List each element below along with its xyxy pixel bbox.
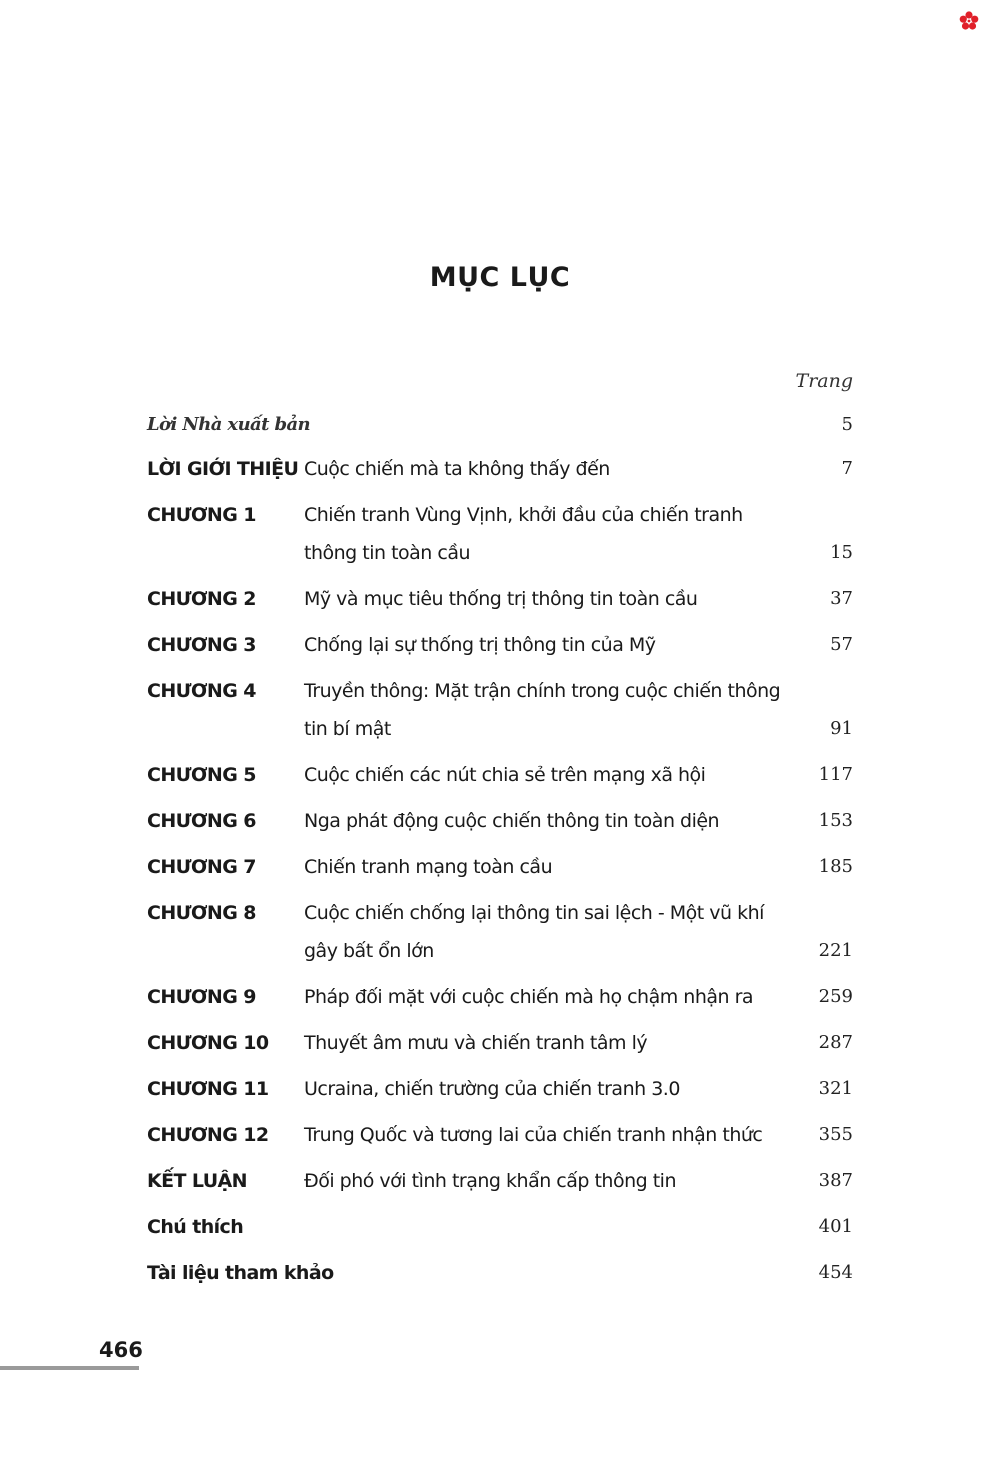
toc-row[interactable] <box>147 1070 853 1108</box>
page-title: MỤC LỤC <box>429 262 571 293</box>
toc-chapter-label: CHƯƠNG 7 <box>147 856 256 878</box>
toc-chapter-title: Chiến tranh Vùng Vịnh, khởi đầu của chiến tranh thông tin toàn cầu <box>304 504 743 564</box>
toc-page: 401 <box>818 1216 854 1237</box>
toc-chapter-title: Đối phó với tình trạng khẩn cấp thông tin <box>304 1170 677 1192</box>
toc-row[interactable] <box>147 450 853 488</box>
toc-row[interactable] <box>147 1254 853 1292</box>
toc-row[interactable] <box>147 756 853 794</box>
toc-chapter-label: CHƯƠNG 4 <box>147 680 256 702</box>
table-of-contents <box>147 408 853 1292</box>
toc-row-foreword[interactable] <box>147 408 853 442</box>
toc-row[interactable] <box>147 1162 853 1200</box>
toc-chapter-label: CHƯƠNG 10 <box>147 1032 269 1054</box>
toc-row[interactable] <box>147 672 853 748</box>
toc-chapter-label: KẾT LUẬN <box>147 1170 247 1192</box>
toc-row[interactable] <box>147 1116 853 1154</box>
toc-chapter-title: Chống lại sự thống trị thông tin của Mỹ <box>304 634 656 656</box>
toc-chapter-title: Mỹ và mục tiêu thống trị thông tin toàn cầu <box>304 588 698 610</box>
toc-page: 5 <box>841 414 853 435</box>
toc-page: 287 <box>818 1032 853 1053</box>
toc-chapter-title: Thuyết âm mưu và chiến tranh tâm lý <box>304 1032 648 1054</box>
toc-page: 117 <box>818 764 853 785</box>
toc-page: 153 <box>818 810 853 831</box>
toc-row[interactable] <box>147 894 853 970</box>
toc-page: 185 <box>818 856 853 877</box>
toc-row[interactable] <box>147 802 853 840</box>
toc-row[interactable] <box>147 626 853 664</box>
toc-chapter-title: Nga phát động cuộc chiến thông tin toàn diện <box>304 810 720 832</box>
toc-chapter-label: CHƯƠNG 8 <box>147 902 256 924</box>
toc-page: 7 <box>841 458 853 479</box>
toc-row[interactable] <box>147 978 853 1016</box>
toc-chapter-label: LỜI GIỚI THIỆU <box>147 458 299 480</box>
toc-page: 221 <box>818 940 853 961</box>
toc-chapter-label: CHƯƠNG 2 <box>147 588 256 610</box>
toc-chapter-label: CHƯƠNG 1 <box>147 504 256 526</box>
toc-page: 321 <box>818 1078 853 1099</box>
toc-page: 91 <box>830 718 853 739</box>
toc-page: 454 <box>818 1262 854 1283</box>
toc-page: 259 <box>818 986 853 1007</box>
toc-row[interactable] <box>147 1024 853 1062</box>
page-number-rule <box>0 1366 139 1370</box>
toc-page: 15 <box>830 542 853 563</box>
page-number: 466 <box>99 1338 143 1362</box>
toc-chapter-title: Cuộc chiến mà ta không thấy đến <box>304 458 610 480</box>
flower-icon <box>958 10 980 32</box>
toc-chapter-title: Trung Quốc và tương lai của chiến tranh nhận thức <box>304 1124 763 1146</box>
toc-page: 355 <box>818 1124 853 1145</box>
page-column-label: Trang <box>795 370 853 392</box>
toc-section-label: Chú thích <box>147 1216 244 1238</box>
toc-chapter-label: CHƯƠNG 3 <box>147 634 256 656</box>
toc-chapter-title: Chiến tranh mạng toàn cầu <box>304 856 553 878</box>
toc-chapter-label: CHƯƠNG 6 <box>147 810 256 832</box>
toc-section-label: Tài liệu tham khảo <box>147 1262 334 1284</box>
toc-chapter-title: Cuộc chiến chống lại thông tin sai lệch - Một vũ khí gây bất ổn lớn <box>304 902 764 962</box>
toc-chapter-title: Pháp đối mặt với cuộc chiến mà họ chậm nhận ra <box>304 986 754 1008</box>
toc-row[interactable] <box>147 1208 853 1246</box>
toc-page: 57 <box>830 634 853 655</box>
toc-chapter-title: Ucraina, chiến trường của chiến tranh 3.0 <box>304 1078 680 1100</box>
toc-chapter-label: CHƯƠNG 11 <box>147 1078 269 1100</box>
toc-label: Lời Nhà xuất bản <box>147 414 311 435</box>
toc-chapter-title: Cuộc chiến các nút chia sẻ trên mạng xã hội <box>304 764 706 786</box>
toc-page: 37 <box>830 588 853 609</box>
toc-chapter-label: CHƯƠNG 5 <box>147 764 256 786</box>
toc-row[interactable] <box>147 848 853 886</box>
toc-chapter-label: CHƯƠNG 12 <box>147 1124 269 1146</box>
toc-row[interactable] <box>147 496 853 572</box>
toc-chapter-title: Truyền thông: Mặt trận chính trong cuộc chiến thông tin bí mật <box>304 680 781 740</box>
toc-chapter-label: CHƯƠNG 9 <box>147 986 256 1008</box>
toc-page: 387 <box>818 1170 853 1191</box>
toc-row[interactable] <box>147 580 853 618</box>
